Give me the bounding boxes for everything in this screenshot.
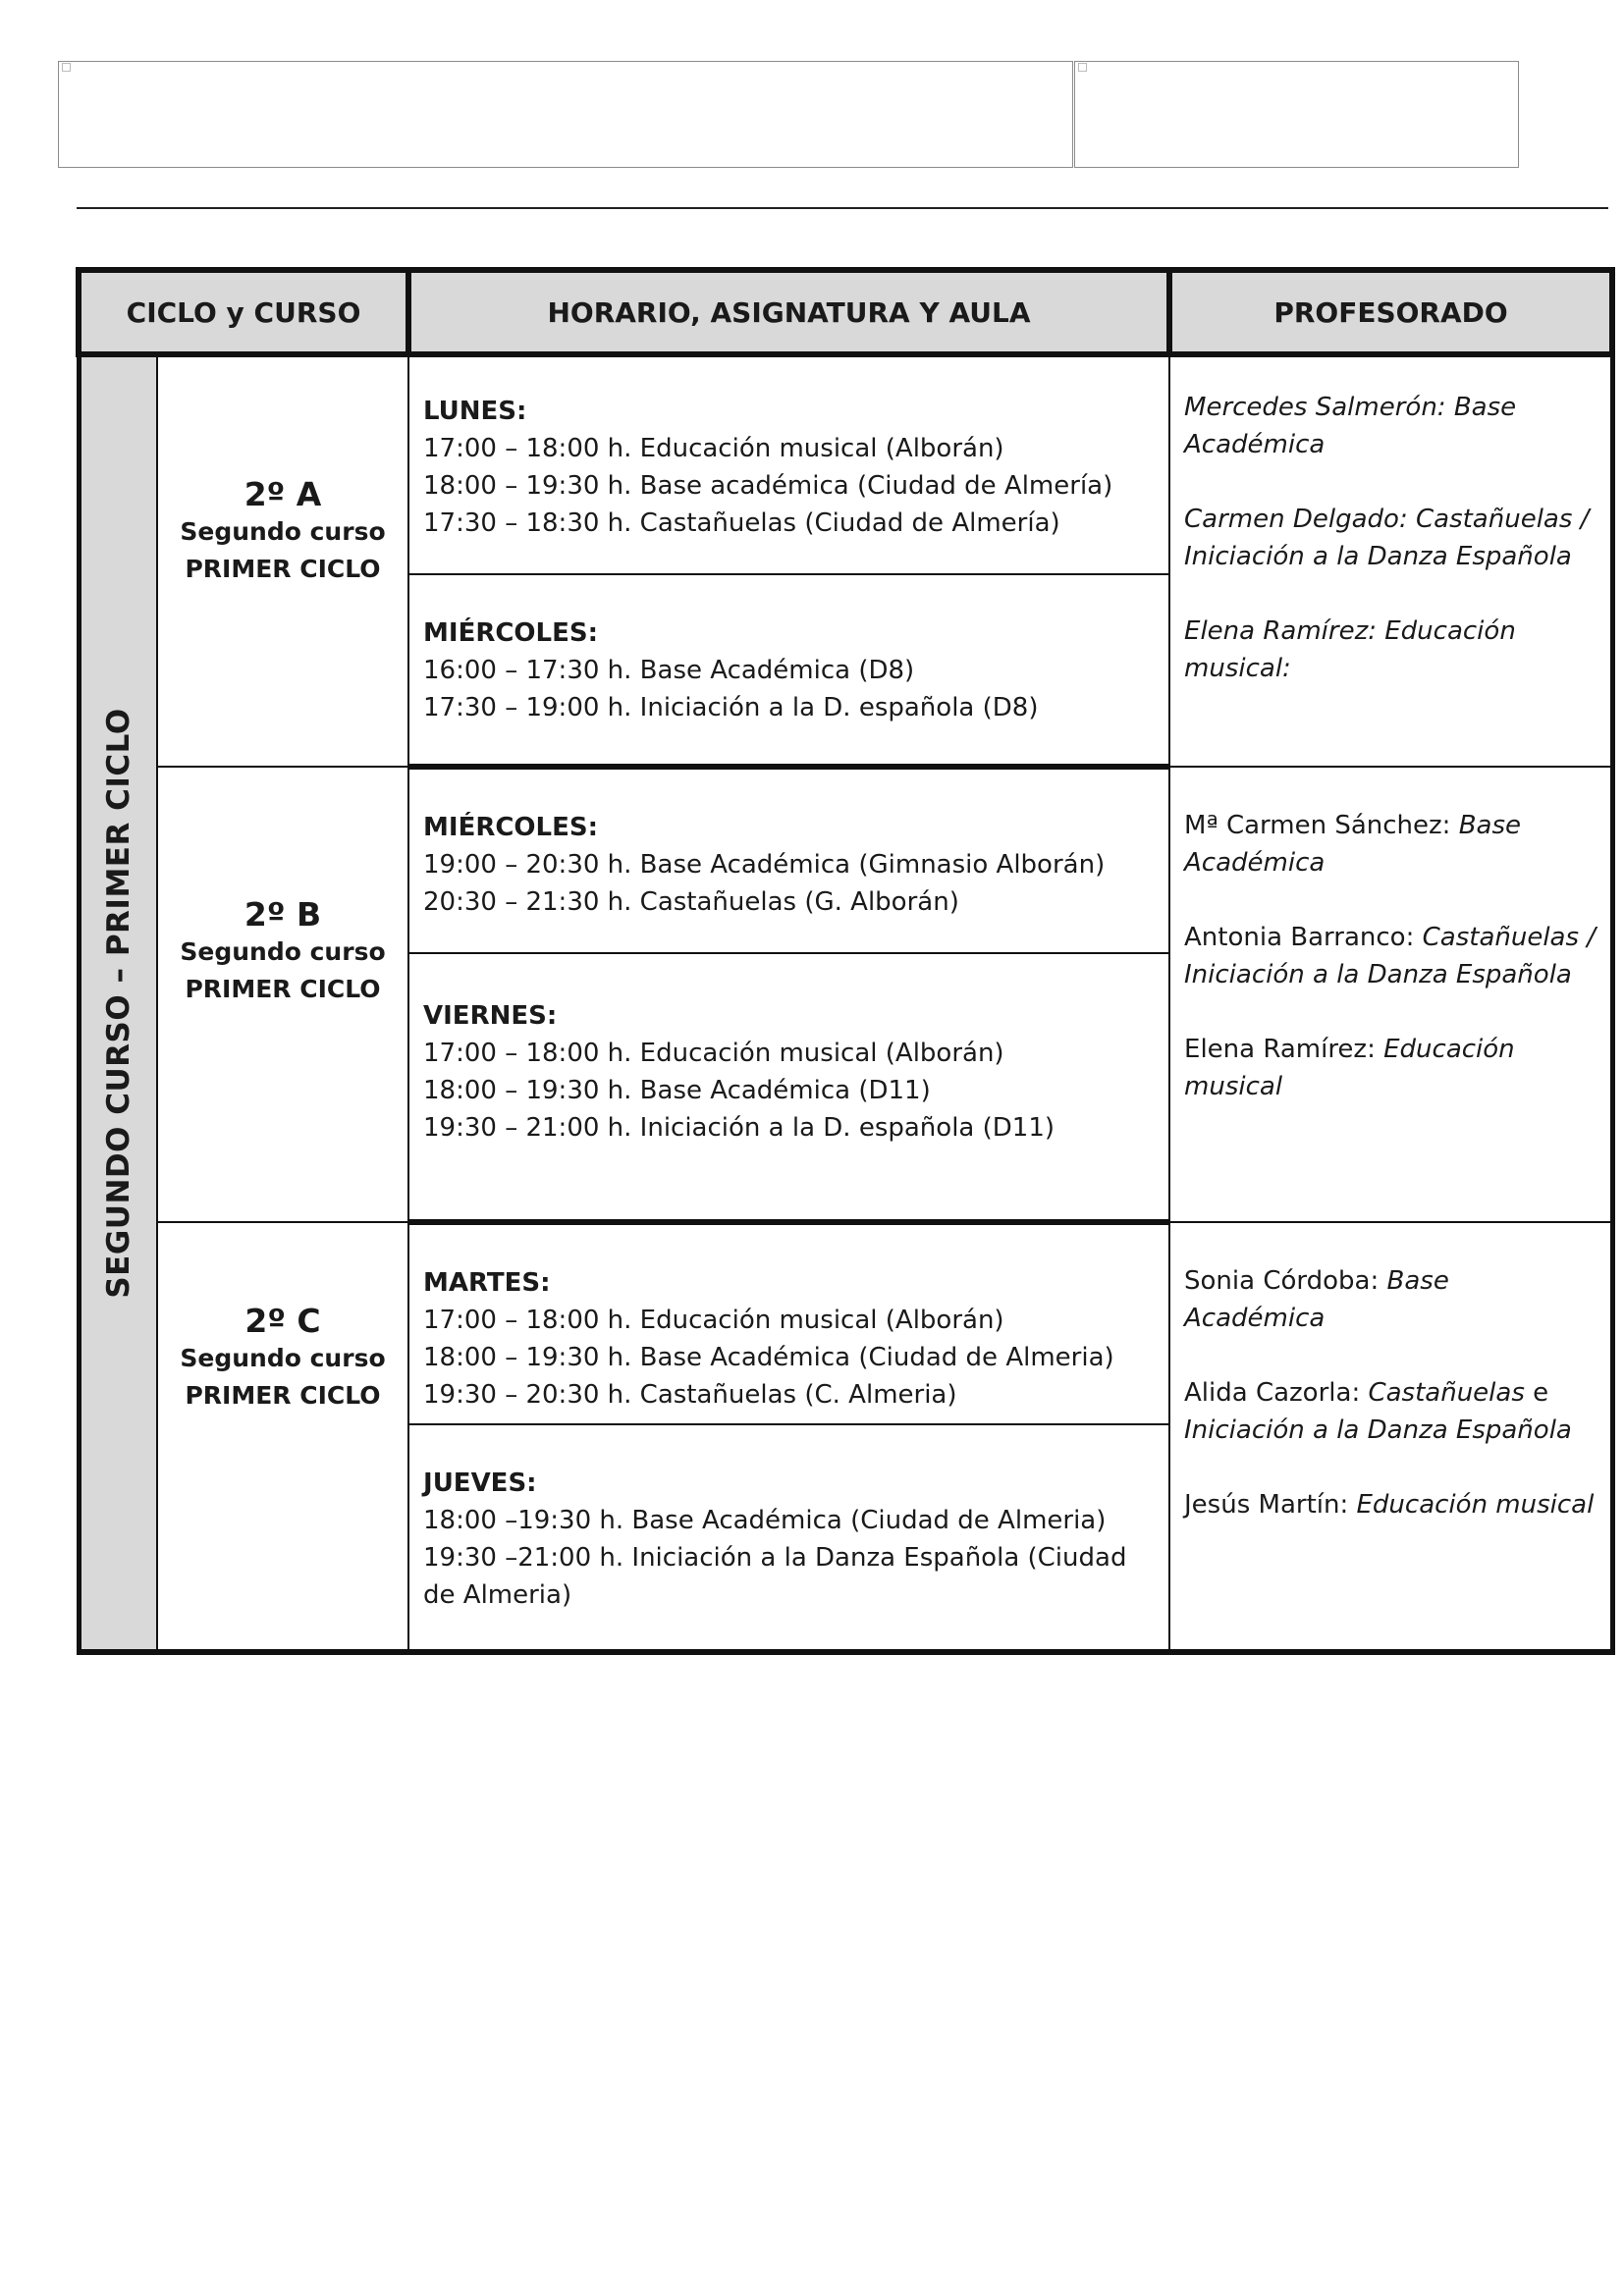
header-ciclo-curso: CICLO y CURSO [79, 270, 408, 354]
teacher-name: Elena Ramírez: [1184, 1035, 1376, 1064]
group-code: 2º A [244, 475, 322, 513]
group-b-cell [157, 767, 408, 1222]
teacher-subject: Castañuelas [1368, 1378, 1525, 1408]
teacher-entry [1184, 1031, 1597, 1105]
schedule-line: 17:30 – 18:30 h. Castañuelas (Ciudad de Almería) [423, 508, 1060, 538]
schedule-line: 17:00 – 18:00 h. Educación musical (Alborán) [423, 1039, 1004, 1068]
day-block [408, 767, 1169, 953]
teacher-subject: Base Académica [1184, 393, 1517, 459]
header-horario: HORARIO, ASIGNATURA Y AULA [408, 270, 1169, 354]
day-block [408, 574, 1169, 767]
schedule-line: 18:00 – 19:30 h. Base académica (Ciudad de Almería) [423, 471, 1113, 501]
teacher-subject: Castañuelas / Iniciación a la Danza Española [1184, 505, 1590, 571]
side-label: SEGUNDO CURSO – PRIMER CICLO [100, 708, 136, 1299]
day-name: MIÉRCOLES: [423, 813, 598, 842]
schedule-line: 17:00 – 18:00 h. Educación musical (Alborán) [423, 1306, 1004, 1335]
schedule-line: 19:30 –21:00 h. Iniciación a la Danza Española (Ciudad de Almeria) [423, 1543, 1127, 1610]
schedule-line: 18:00 –19:30 h. Base Académica (Ciudad de Almeria) [423, 1506, 1107, 1535]
teachers-cell [1169, 1222, 1612, 1652]
header-rule [77, 207, 1608, 209]
group-code: 2º B [244, 895, 322, 934]
logo-placeholder-left [58, 61, 1073, 168]
day-block [408, 354, 1169, 574]
group-a-cell [157, 354, 408, 767]
teacher-subject: Base Académica [1184, 1266, 1449, 1333]
group-course: Segundo curso [180, 1344, 386, 1372]
logo-placeholder-right [1074, 61, 1519, 168]
day-name: VIERNES: [423, 1001, 558, 1031]
day-block [408, 1424, 1169, 1652]
broken-image-icon [62, 63, 71, 72]
teacher-subject: Castañuelas / Iniciación a la Danza Española [1184, 923, 1597, 989]
teacher-name: Alida Cazorla: [1184, 1378, 1361, 1408]
group-a-row-1 [79, 354, 1612, 574]
teacher-name: Antonia Barranco: [1184, 923, 1415, 952]
schedule-line: 18:00 – 19:30 h. Base Académica (D11) [423, 1076, 931, 1105]
teacher-name: Sonia Córdoba: [1184, 1266, 1380, 1296]
teacher-name: Carmen Delgado: [1184, 505, 1408, 534]
teacher-subject: Base Académica [1184, 811, 1522, 878]
teacher-entry [1184, 1374, 1597, 1449]
schedule-line: 19:30 – 20:30 h. Castañuelas (C. Almeria) [423, 1380, 957, 1410]
teachers-cell [1169, 354, 1612, 767]
group-course: Segundo curso [180, 937, 386, 966]
teacher-entry [1184, 1486, 1597, 1523]
teacher-name: Mercedes Salmerón: [1184, 393, 1446, 422]
teacher-entry [1184, 501, 1597, 575]
schedule-line: 18:00 – 19:30 h. Base Académica (Ciudad de Almeria) [423, 1343, 1114, 1372]
teacher-joiner: e [1533, 1378, 1549, 1408]
teachers-cell [1169, 767, 1612, 1222]
schedule-line: 19:00 – 20:30 h. Base Académica (Gimnasio Alborán) [423, 850, 1106, 880]
teacher-entry [1184, 1262, 1597, 1337]
day-block [408, 1222, 1169, 1424]
teacher-name: Mª Carmen Sánchez: [1184, 811, 1451, 840]
schedule-line: 17:00 – 18:00 h. Educación musical (Alborán) [423, 434, 1004, 463]
header-row [79, 270, 1612, 354]
teacher-entry [1184, 919, 1597, 993]
schedule-line: 19:30 – 21:00 h. Iniciación a la D. española (D11) [423, 1113, 1056, 1143]
day-name: MARTES: [423, 1268, 551, 1298]
teacher-subject: Educación musical [1184, 1035, 1515, 1101]
header-profesorado: PROFESORADO [1169, 270, 1612, 354]
side-label-cell [79, 354, 157, 1652]
broken-image-icon [1078, 63, 1087, 72]
group-c-cell [157, 1222, 408, 1652]
schedule-table [76, 267, 1615, 1655]
teacher-name: Jesús Martín: [1184, 1490, 1349, 1520]
group-course: Segundo curso [180, 517, 386, 546]
day-name: LUNES: [423, 397, 527, 426]
group-cycle: PRIMER CICLO [185, 1381, 381, 1410]
schedule-line: 17:30 – 19:00 h. Iniciación a la D. española (D8) [423, 693, 1039, 722]
teacher-subject: Educación musical [1356, 1490, 1595, 1520]
schedule-line: 20:30 – 21:30 h. Castañuelas (G. Alborán) [423, 887, 959, 917]
schedule-line: 16:00 – 17:30 h. Base Académica (D8) [423, 656, 915, 685]
group-c-row-1 [79, 1222, 1612, 1424]
day-name: JUEVES: [423, 1468, 537, 1498]
teacher-entry [1184, 613, 1597, 687]
group-b-row-1 [79, 767, 1612, 953]
group-cycle: PRIMER CICLO [185, 975, 381, 1003]
teacher-name: Elena Ramírez: [1184, 616, 1377, 646]
group-code: 2º C [244, 1302, 321, 1340]
group-cycle: PRIMER CICLO [185, 555, 381, 583]
day-block [408, 953, 1169, 1222]
teacher-subject-2: Iniciación a la Danza Española [1184, 1415, 1572, 1445]
teacher-subject: Educación musical: [1184, 616, 1516, 683]
teacher-entry [1184, 389, 1597, 463]
teacher-entry [1184, 807, 1597, 881]
day-name: MIÉRCOLES: [423, 618, 598, 648]
